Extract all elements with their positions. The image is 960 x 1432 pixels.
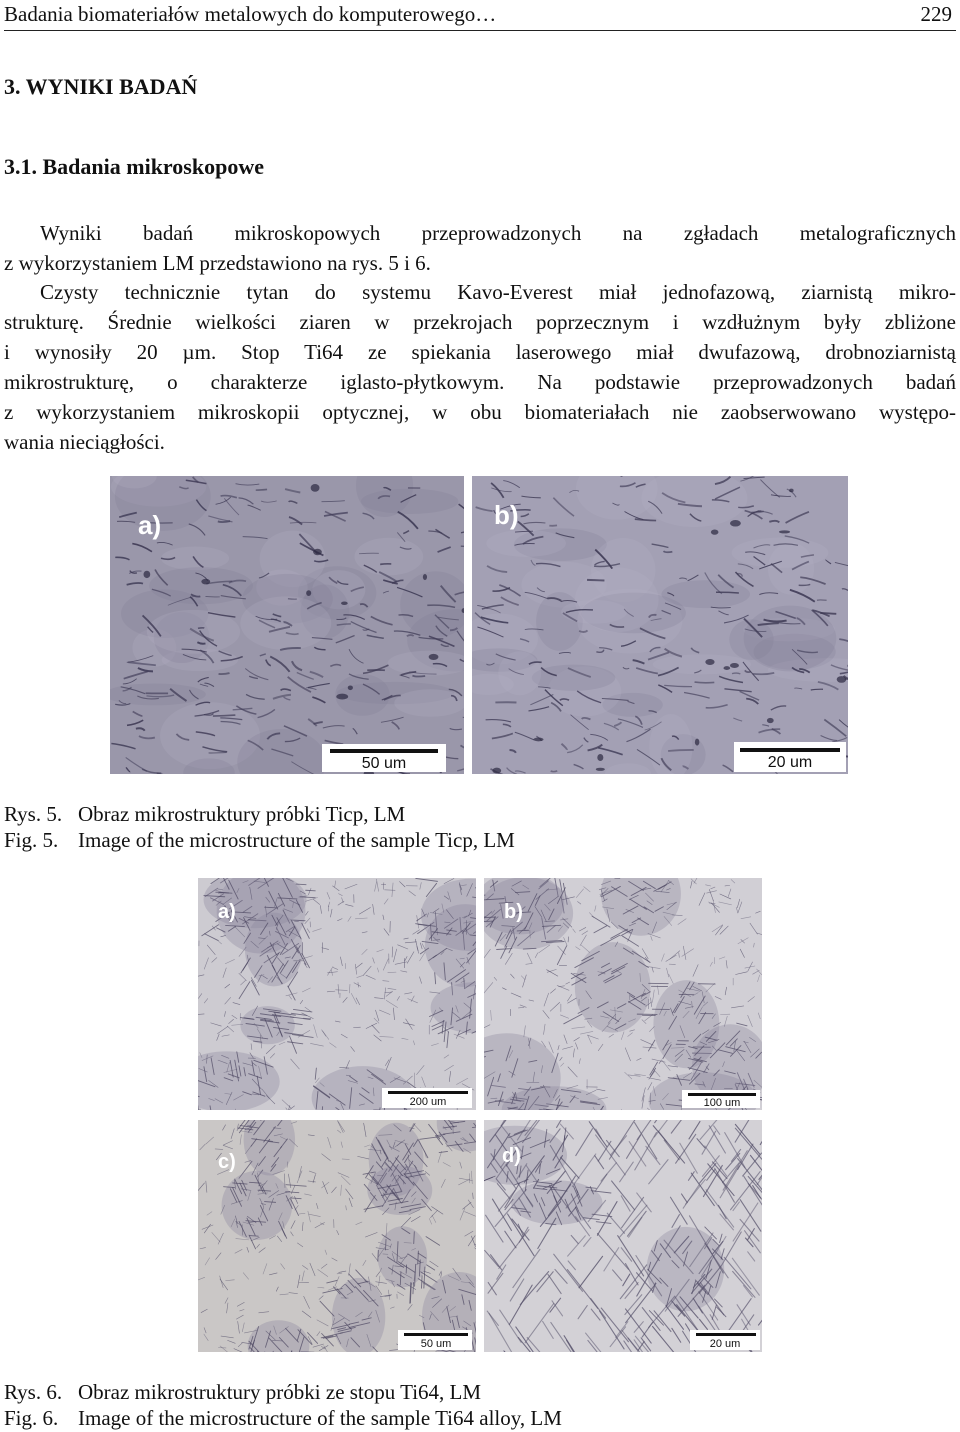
panel-label: b) (494, 500, 519, 530)
paragraph-line: i wynosiły 20 µm. Stop Ti64 ze spiekania laserowego miał dwufazową, drobnoziarnistą (4, 340, 956, 364)
panel-label: c) (218, 1151, 236, 1173)
paragraph-line: z wykorzystaniem mikroskopii optycznej, w obu biomateriałach nie zaobserwowano występo- (4, 400, 956, 424)
figure5-caption-pl (4, 800, 405, 828)
micrograph-ticp-b (472, 476, 848, 774)
caption-number: Rys. 5. (4, 802, 63, 826)
caption-text: Obraz mikrostruktury próbki ze stopu Ti64, LM (78, 1380, 482, 1404)
micrograph-ti64-a (198, 878, 476, 1110)
paragraph-line: wania nieciągłości. (4, 430, 165, 454)
paragraph-line: Wyniki badań mikroskopowych przeprowadzonych na zgładach metalograficznych (40, 221, 956, 245)
figure5-caption-en (4, 826, 515, 854)
figure6-caption-pl (4, 1378, 481, 1406)
figure6-panel-b (484, 878, 762, 1110)
paragraph-line: strukturę. Średnie wielkości ziaren w przekrojach poprzecznym i wzdłużnym były zbliżone (4, 310, 956, 334)
caption-number: Fig. 5. (4, 828, 59, 852)
caption-text: Image of the microstructure of the sample Ticp, LM (78, 828, 515, 852)
paragraph-line: Czysty technicznie tytan do systemu Kavo-Everest miał jednofazową, ziarnistą mikro- (40, 280, 956, 304)
panel-label: b) (504, 901, 523, 923)
micrograph-ti64-d (484, 1120, 762, 1352)
paragraph-line: z wykorzystaniem LM przedstawiono na rys. 5 i 6. (4, 251, 431, 275)
micrograph-ti64-b (484, 878, 762, 1110)
running-title: Badania biomateriałów metalowych do komputerowego… (4, 2, 497, 26)
micrograph-ticp-a (110, 476, 464, 774)
caption-text: Obraz mikrostruktury próbki Ticp, LM (78, 802, 406, 826)
figure6-panel-c (198, 1120, 476, 1352)
page-number: 229 (920, 2, 952, 26)
scale-bar-label: 20 um (709, 1338, 741, 1350)
figure6-panel-d (484, 1120, 762, 1352)
subsection-heading: 3.1. Badania mikroskopowe (4, 154, 264, 179)
micrograph-ti64-c (198, 1120, 476, 1352)
paragraph-line: mikrostrukturę, o charakterze iglasto-płytkowym. Na podstawie przeprowadzonych badań (4, 370, 956, 394)
figure6-caption-en (4, 1404, 562, 1432)
scale-bar-label: 20 um (767, 754, 813, 771)
figure6-panel-a (198, 878, 476, 1110)
panel-label: a) (138, 510, 162, 540)
scale-bar-label: 50 um (361, 755, 407, 772)
panel-label: a) (218, 901, 236, 923)
scale-bar-label: 50 um (420, 1338, 452, 1350)
paragraph-intro (4, 218, 956, 278)
scale-bar-label: 200 um (409, 1096, 447, 1108)
caption-number: Rys. 6. (4, 1380, 63, 1404)
panel-label: d) (502, 1145, 521, 1167)
section-heading: 3. WYNIKI BADAŃ (4, 74, 198, 99)
figure5-panel-b (472, 476, 848, 774)
caption-text: Image of the microstructure of the sample Ti64 alloy, LM (78, 1406, 562, 1430)
figure5-panel-a (110, 476, 464, 774)
running-header (4, 0, 956, 31)
caption-number: Fig. 6. (4, 1406, 59, 1430)
scale-bar-label: 100 um (703, 1097, 741, 1109)
paragraph-results (4, 277, 956, 457)
